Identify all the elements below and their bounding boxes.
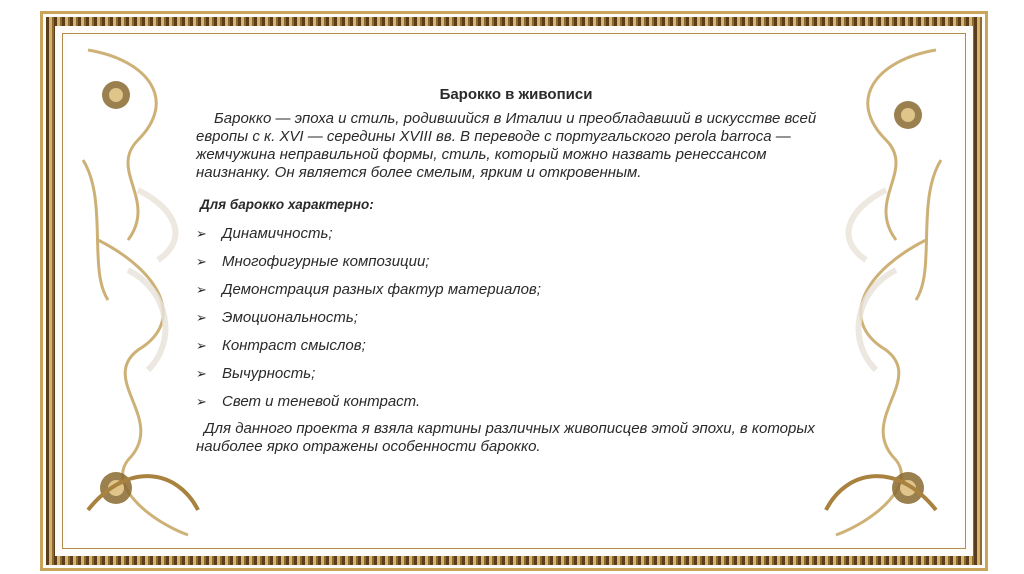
arrow-bullet-icon: ➢ (196, 366, 207, 381)
features-subheading: Для барокко характерно: (200, 197, 374, 212)
rosette-icon (894, 101, 922, 129)
arrow-bullet-icon: ➢ (196, 338, 207, 353)
slide-content (196, 86, 836, 456)
rosette-icon (102, 81, 130, 109)
rosette-icon (100, 472, 132, 504)
slide-title: Барокко в живописи (439, 86, 593, 103)
list-item: ➢ Контраст смыслов; (196, 337, 366, 354)
intro-paragraph: Барокко — эпоха и стиль, родившийся в Италии и преобладавший в искусстве всей европы с к. XVI — середины XVIII вв. В переводе с португальского perola barroca — жемчужина неправильной формы, стиль, который можно назвать ренессансом наизнанку. Он является более смелым, ярким и откровенным. (196, 110, 817, 181)
list-item: ➢ Демонстрация разных фактур материалов; (196, 281, 541, 298)
list-item: ➢ Вычурность; (196, 365, 316, 382)
closing-paragraph: Для данного проекта я взяла картины различных живописцев этой эпохи, в которых наиболее ярко отражены особенности барокко. (196, 420, 815, 455)
arrow-bullet-icon: ➢ (196, 254, 207, 269)
arrow-bullet-icon: ➢ (196, 226, 207, 241)
arrow-bullet-icon: ➢ (196, 310, 207, 325)
features-list (196, 220, 836, 416)
list-item: ➢ Эмоциональность; (196, 309, 358, 326)
list-item: ➢ Многофигурные композиции; (196, 253, 430, 270)
list-item: ➢ Свет и теневой контраст. (196, 393, 421, 410)
arrow-bullet-icon: ➢ (196, 282, 207, 297)
list-item: ➢ Динамичность; (196, 225, 333, 242)
arrow-bullet-icon: ➢ (196, 394, 207, 409)
rosette-icon (892, 472, 924, 504)
